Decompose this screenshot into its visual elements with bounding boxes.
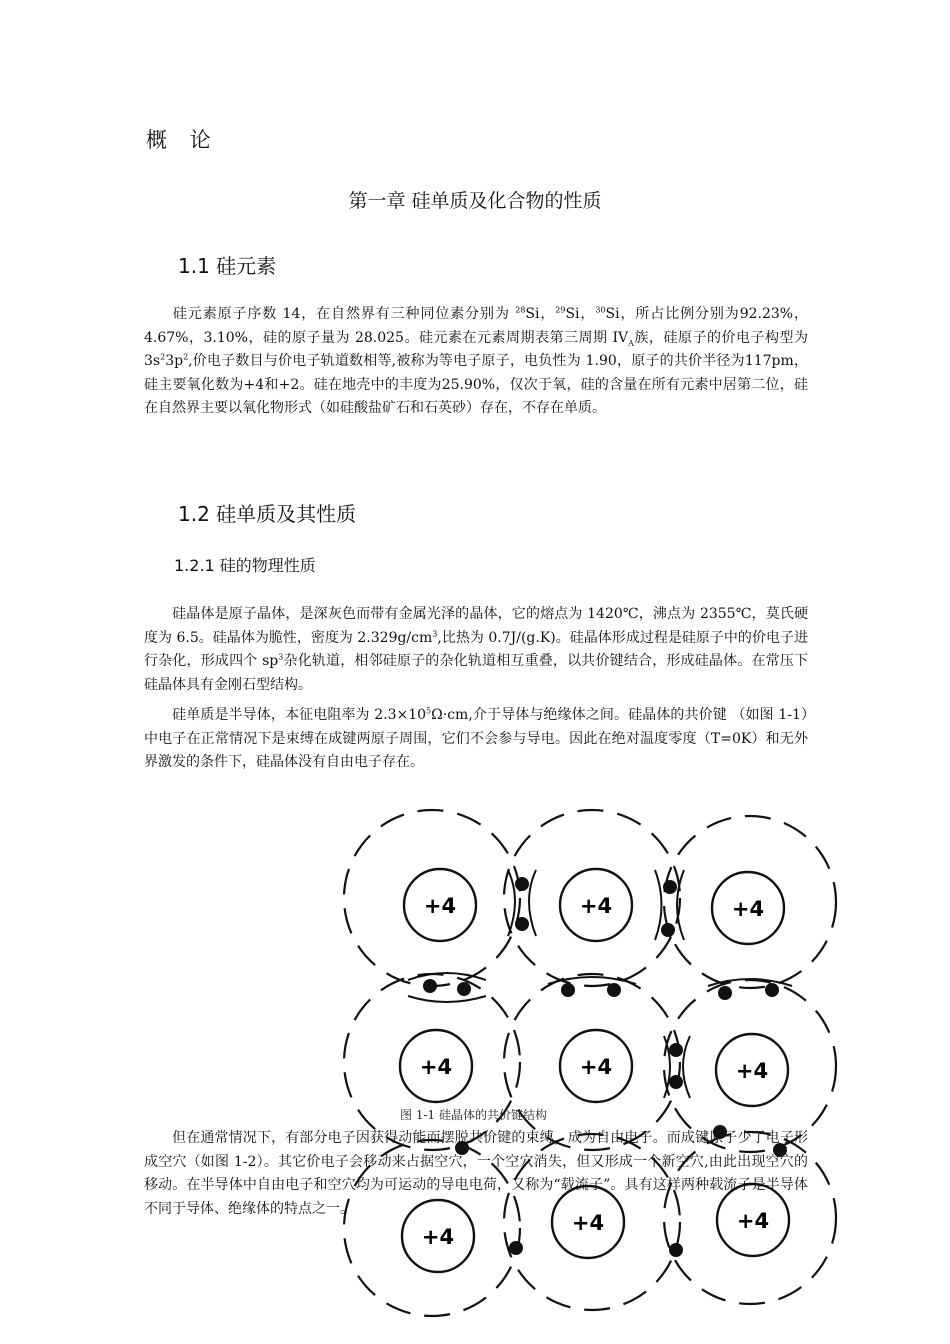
nucleus-label: +4 — [423, 894, 457, 918]
chapter-title: 第一章 硅单质及化合物的性质 — [348, 190, 602, 212]
heading-1-2: 1.2 硅单质及其性质 — [178, 502, 357, 526]
nucleus-label: +4 — [735, 1059, 769, 1083]
nucleus-label: +4 — [571, 1211, 605, 1235]
paragraph-physical-properties: 硅晶体是原子晶体，是深灰色而带有金属光泽的晶体，它的熔点为 1420℃，沸点为 2355℃，莫氏硬度为 6.5。硅晶体为脆性，密度为 $2.329g/cm^3$,比热为 0.7J/(g.K)。硅晶体形成过程是硅原子中的价电子进行杂化，形成四个 $sp^3$杂化轨道，相邻硅原子的杂化轨道相互重叠，以共价键结合，形成硅晶体。在常压下硅晶体具有金刚石型结构。 — [144, 606, 808, 693]
paragraph-carriers: 但在通常情况下，有部分电子因获得动能而摆脱共价键的束缚，成为自由电子。而成键原子少了电子形成空穴（如图 1-2）。其它价电子会移动来占据空穴，一个空穴消失，但又形成一个新空穴,由此出现空穴的移动。在半导体中自由电子和空穴均为可运动的导电电荷，又称为“载流子”。具有这样两种载流子是半导体不同于导体、绝缘体的特点之一。 — [144, 1130, 808, 1217]
paragraph-semiconductor: 硅单质是半导体，本征电阻率为 $2.3\times 10^5\Omega\cdot cm$,介于导体与绝缘体之间。硅晶体的共价键 （如图 1-1）中电子在正常情况下是束缚在成键两原子周围，它们不会参与导电。因此在绝对温度零度（T=0K）和无外界激发的条件下，硅晶体没有自由电子存在。 — [144, 706, 808, 771]
nucleus-label: +4 — [736, 1209, 770, 1233]
heading-1-2-1: 1.2.1 硅的物理性质 — [174, 556, 316, 575]
nucleus-label: +4 — [421, 1225, 455, 1249]
nucleus-label: +4 — [579, 894, 613, 918]
section-label: 概 论 — [146, 128, 219, 152]
nucleus-label: +4 — [731, 897, 765, 921]
figure-caption: 图 1-1 硅晶体的共价键结构 — [400, 1108, 547, 1122]
nucleus-label: +4 — [419, 1055, 453, 1079]
paragraph-silicon-element: 硅元素原子序数 14，在自然界有三种同位素分别为 $^{28}$Si，$^{29}$Si，$^{30}$Si，所占比例分别为92.23%，4.67%，3.10%，硅的原子量为 28.025。硅元素在元素周期表第三周期 $IV_A$族，硅原子的价电子构型为 $3s^23p^2$,价电子数目与价电子轨道数相等,被称为等电子原子，电负性为 1.90，原子的共价半径为117pm，硅主要氧化数为+4和+2。硅在地壳中的丰度为25.90%，仅次于氧，硅的含量在所有元素中居第二位，硅在自然界主要以氧化物形式（如硅酸盐矿石和石英砂）存在，不存在单质。 — [144, 305, 808, 417]
nucleus-label: +4 — [579, 1055, 613, 1079]
heading-1-1: 1.1 硅元素 — [178, 254, 277, 278]
